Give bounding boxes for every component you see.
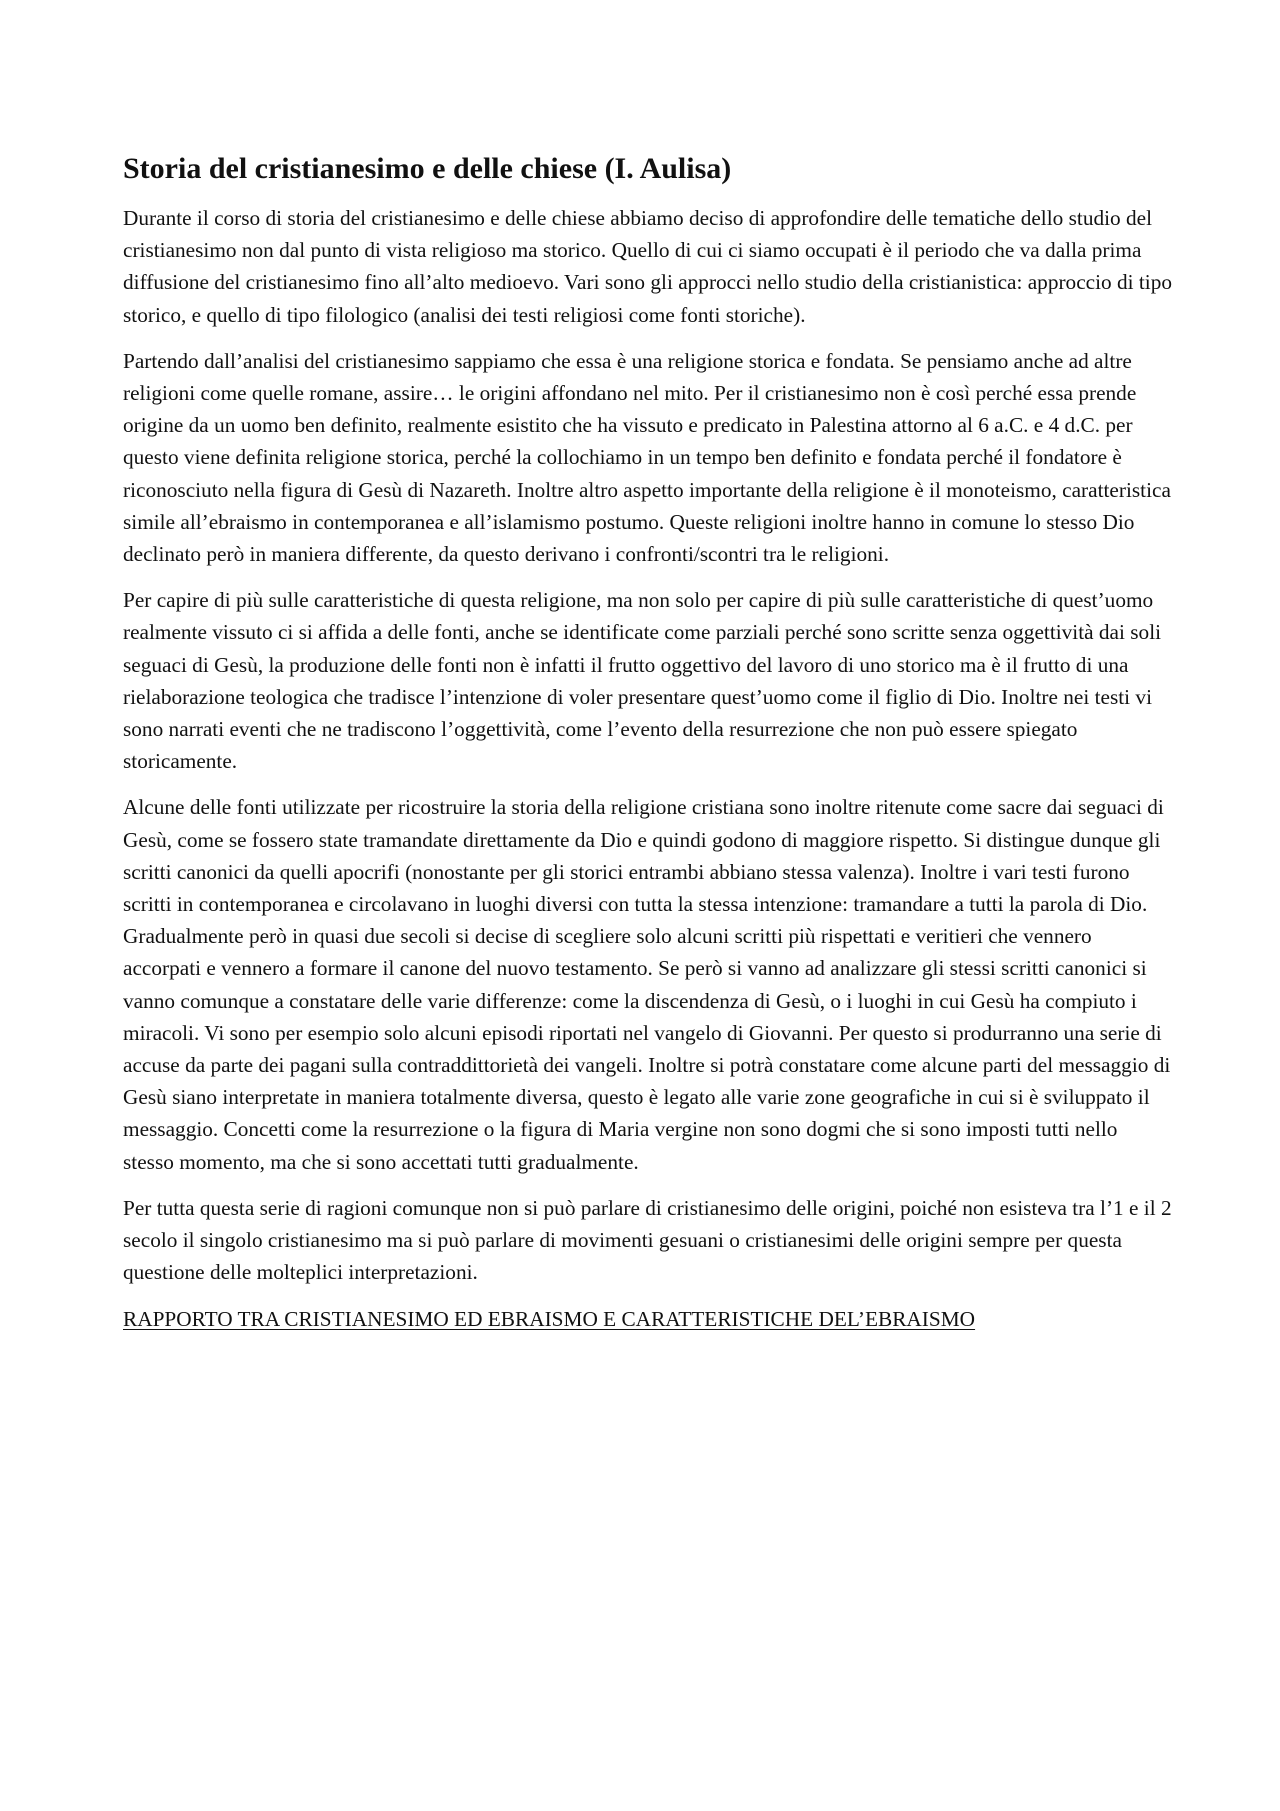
document-title: Storia del cristianesimo e delle chiese (I. Aulisa) — [123, 152, 732, 185]
paragraph: Alcune delle fonti utilizzate per ricostruire la storia della religione cristiana sono inoltre ritenute come sacre dai seguaci di Gesù, come se fossero state tramandate direttamente da Dio e quindi godono di maggiore rispetto. Si distingue dunque gli scritti canonici da quelli apocrifi (nonostante per gli storici entrambi abbiano stessa valenza). Inoltre i vari testi furono scritti in contemporanea e circolavano in luoghi diversi con tutta la stessa intenzione: tramandare a tutti la parola di Dio. Gradualmente però in quasi due secoli si decise di scegliere solo alcuni scritti più rispettati e veritieri che vennero accorpati e vennero a formare il canone del nuovo testamento. Se però si vanno ad analizzare gli stessi scritti canonici si vanno comunque a constatare delle varie differenze: come la discendenza di Gesù, o i luoghi in cui Gesù ha compiuto i miracoli. Vi sono per esempio solo alcuni episodi riportati nel vangelo di Giovanni. Per questo si produrranno una serie di accuse da parte dei pagani sulla contraddittorietà dei vangeli. Inoltre si potrà constatare come alcune parti del messaggio di Gesù siano interpretate in maniera totalmente diversa, questo è legato alle varie zone geografiche in cui si è sviluppato il messaggio. Concetti come la resurrezione o la figura di Maria vergine non sono dogmi che si sono imposti tutti nello stesso momento, ma che si sono accettati tutti gradualmente. — [123, 795, 1171, 1174]
section-heading: RAPPORTO TRA CRISTIANESIMO ED EBRAISMO E CARATTERISTICHE DEL’EBRAISMO — [123, 1306, 976, 1331]
paragraph: Durante il corso di storia del cristianesimo e delle chiese abbiamo deciso di approfondire delle tematiche dello studio del cristianesimo non dal punto di vista religioso ma storico. Quello di cui ci siamo occupati è il periodo che va dalla prima diffusione del cristianesimo fino all’alto medioevo. Vari sono gli approcci nello studio della cristianistica: approccio di tipo storico, e quello di tipo filologico (analisi dei testi religiosi come fonti storiche). — [123, 206, 1173, 327]
paragraph: Per tutta questa serie di ragioni comunque non si può parlare di cristianesimo delle origini, poiché non esisteva tra l’1 e il 2 secolo il singolo cristianesimo ma si può parlare di movimenti gesuani o cristianesimi delle origini sempre per questa questione delle molteplici interpretazioni. — [123, 1195, 1172, 1285]
document-content — [123, 150, 1173, 1349]
paragraph: Partendo dall’analisi del cristianesimo sappiamo che essa è una religione storica e fondata. Se pensiamo anche ad altre religioni come quelle romane, assire… le origini affondano nel mito. Per il cristianesimo non è così perché essa prende origine da un uomo ben definito, realmente esistito che ha vissuto e predicato in Palestina attorno al 6 a.C. e 4 d.C. per questo viene definita religione storica, perché la collochiamo in un tempo ben definito e fondata perché il fondatore è riconosciuto nella figura di Gesù di Nazareth. Inoltre altro aspetto importante della religione è il monoteismo, caratteristica simile all’ebraismo in contemporanea e all’islamismo postumo. Queste religioni inoltre hanno in comune lo stesso Dio declinato però in maniera differente, da questo derivano i confronti/scontri tra le religioni. — [123, 348, 1171, 567]
paragraph: Per capire di più sulle caratteristiche di questa religione, ma non solo per capire di più sulle caratteristiche di quest’uomo realmente vissuto ci si affida a delle fonti, anche se identificate come parziali perché sono scritte senza oggettività dai soli seguaci di Gesù, la produzione delle fonti non è infatti il frutto oggettivo del lavoro di uno storico ma è il frutto di una rielaborazione teologica che tradisce l’intenzione di voler presentare quest’uomo come il figlio di Dio. Inoltre nei testi vi sono narrati eventi che ne tradiscono l’oggettività, come l’evento della resurrezione che non può essere spiegato storicamente. — [123, 588, 1162, 774]
